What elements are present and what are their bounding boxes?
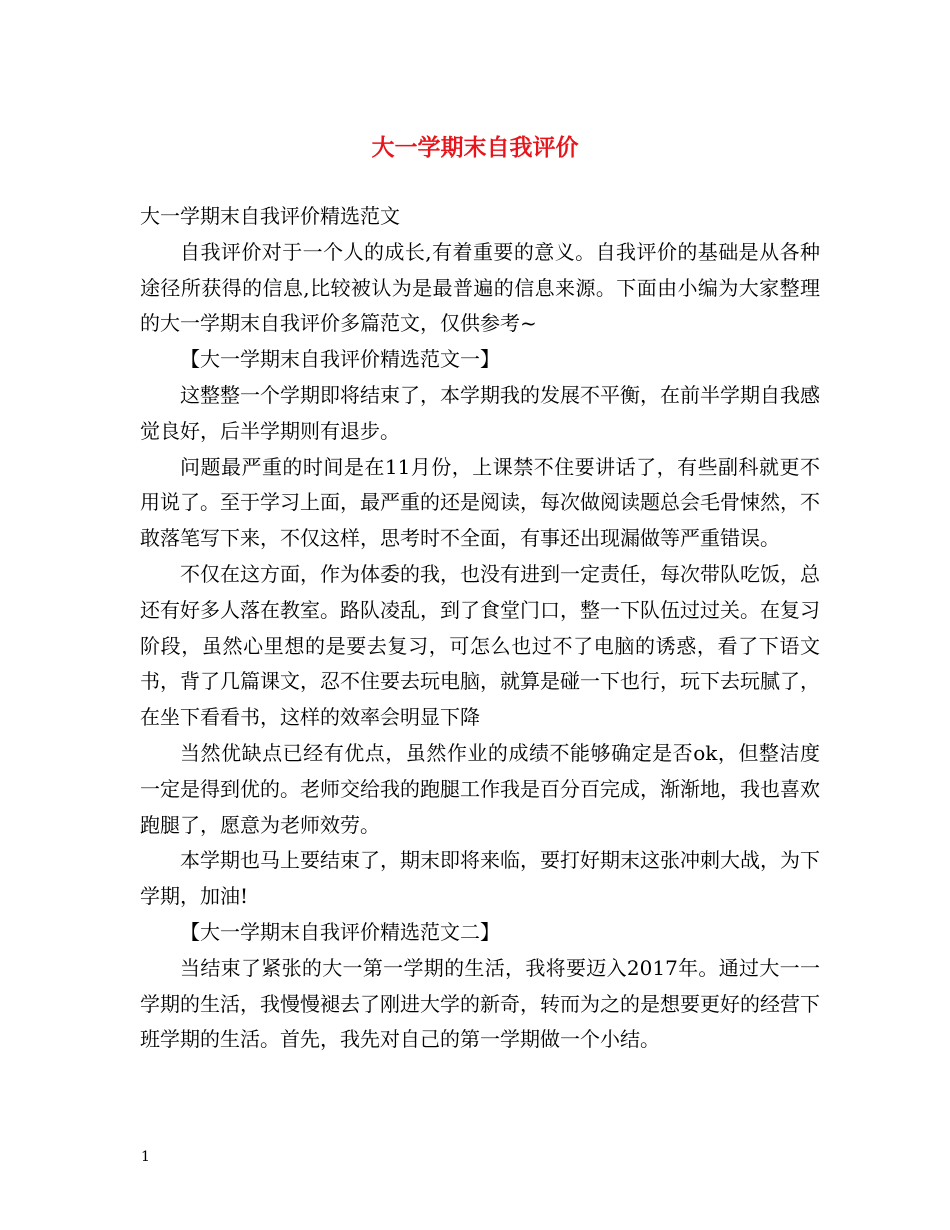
document-subtitle: 大一学期末自我评价精选范文 [140, 204, 400, 228]
body-paragraph: 问题最严重的时间是在11月份，上课禁不住要讲话了，有些副科就更不用说了。至于学习上面，最严重的还是阅读，每次做阅读题总会毛骨悚然，不敢落笔写下来，不仅这样，思考时不全面，有事还出现漏做等严重错误。 [140, 454, 820, 551]
body-paragraph: 本学期也马上要结束了，期末即将来临，要打好期末这张冲刺大战，为下学期，加油! [140, 848, 820, 909]
body-paragraph: 当然优缺点已经有优点，虽然作业的成绩不能够确定是否ok，但整洁度一定是得到优的。老师交给我的跑腿工作我是百分百完成，渐渐地，我也喜欢跑腿了，愿意为老师效劳。 [140, 740, 820, 837]
body-paragraph: 这整整一个学期即将结束了，本学期我的发展不平衡，在前半学期自我感觉良好，后半学期则有退步。 [140, 382, 820, 443]
body-paragraph: 不仅在这方面，作为体委的我，也没有进到一定责任，每次带队吃饭，总还有好多人落在教室。路队凌乱，到了食堂门口，整一下队伍过过关。在复习阶段，虽然心里想的是要去复习，可怎么也过不了电脑的诱惑，看了下语文书，背了几篇课文，忍不住要去玩电脑，就算是碰一下也行，玩下去玩腻了，在坐下看看书，这样的效率会明显下降 [140, 561, 820, 730]
intro-paragraph: 自我评价对于一个人的成长,有着重要的意义。自我评价的基础是从各种途径所获得的信息,比较被认为是最普遍的信息来源。下面由小编为大家整理的大一学期末自我评价多篇范文，仅供参考~ [140, 239, 820, 336]
section-heading-two: 【大一学期末自我评价精选范文二】 [180, 919, 500, 944]
section-heading-one: 【大一学期末自我评价精选范文一】 [180, 347, 500, 372]
page-number: 1 [141, 1149, 150, 1165]
body-paragraph: 当结束了紧张的大一第一学期的生活，我将要迈入2017年。通过大一一学期的生活，我慢慢褪去了刚进大学的新奇，转而为之的是想要更好的经营下班学期的生活。首先，我先对自己的第一学期做一个小结。 [140, 955, 820, 1052]
document-title: 大一学期末自我评价 [371, 134, 579, 161]
document-body [140, 199, 820, 1058]
